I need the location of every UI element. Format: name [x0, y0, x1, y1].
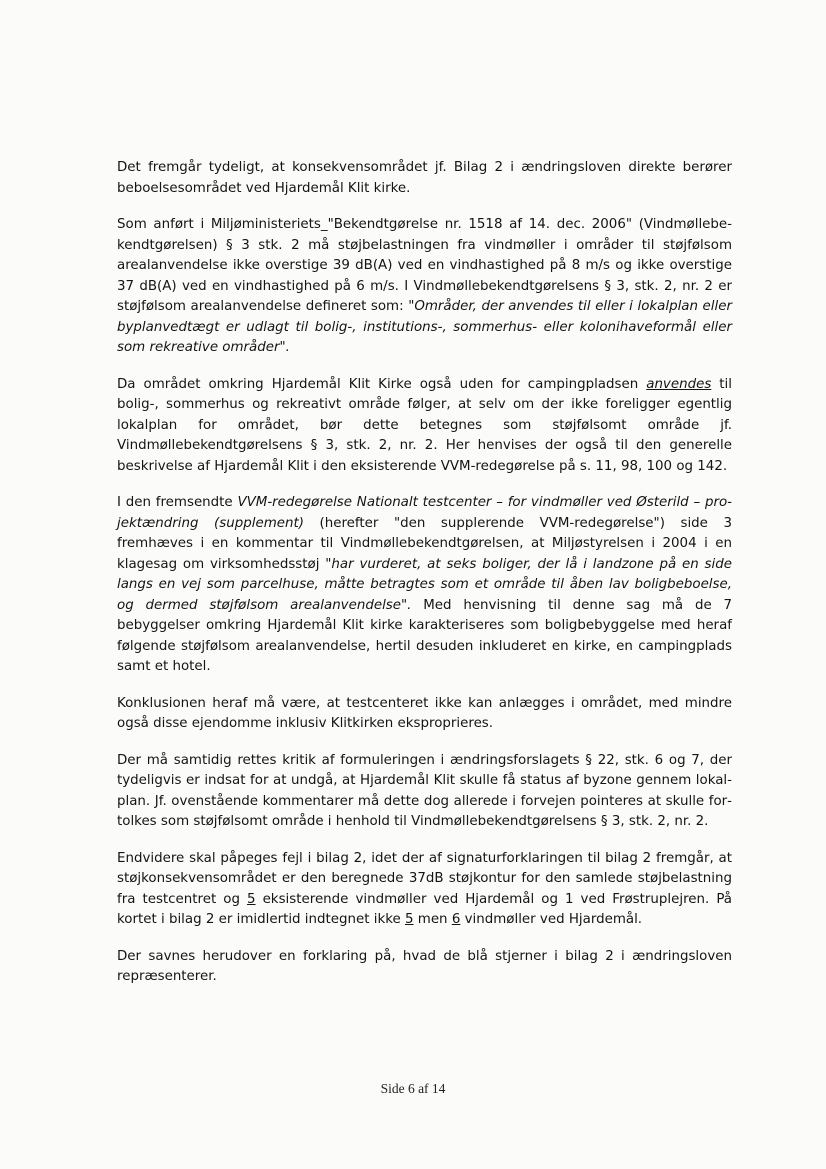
paragraph-4-quote: "har vurderet, at seks boliger, der lå i landzone på en side langs en vej som parcelhuse, måtte betragtes som et område til åben lav boligbeboelse, og dermed støjfølsom arealanvendelse". — [117, 556, 732, 613]
paragraph-8 — [117, 947, 732, 988]
paragraph-6-text: Der må samtidig rettes kritik af formuleringen i ændringsforslagets § 22, stk. 6 og 7, der tydeligvis er indsat for at undgå, at Hjardemål Klit skulle få status af byzone gennem lokalplan. Jf. ovenstående kommentarer må dette dog allerede i forvejen pointeres at skulle fortolkes som støjfølsomt område i henhold til Vindmøllebekendtgørelsens § 3, stk. 2, nr. 2. — [117, 752, 732, 829]
paragraph-4-text-c: Med henvisning til denne sag må de 7 bebyggelser omkring Hjardemål Klit kirke karakteriseres som boligbebyggelse med heraf følgende støjfølsom arealanvendelse, hertil desuden inkluderet en kirke, en campingplads samt et hotel. — [117, 597, 732, 674]
paragraph-3-emphasis: anvendes — [646, 376, 712, 392]
paragraph-3-text-a: Da området omkring Hjardemål Klit Kirke også uden for campingpladsen — [117, 376, 647, 392]
paragraph-7-text-d: vindmøller ved Hjardemål. — [460, 912, 643, 927]
paragraph-7-number-3: 6 — [451, 912, 461, 927]
page-number-footer: Side 6 af 14 — [380, 1081, 446, 1096]
paragraph-4 — [117, 493, 732, 678]
paragraph-7-text-a: Endvidere skal påpeges fejl i bilag 2, idet der af signaturforklaringen til bilag 2 fremgår, at støjkonsekvensområdet er den beregnede 37dB støjkontur for den samlede støjbelastning fra testcentret og — [117, 850, 732, 907]
paragraph-1-text: Det fremgår tydeligt, at konsekvensområdet jf. Bilag 2 i ændringsloven direkte berører beboelsesområdet ved Hjardemål Klit kirke. — [117, 160, 732, 196]
paragraph-4-text-b: (herefter "den supplerende VVM-redegørelse") side 3 fremhæves i en kommentar til Vindmøllebekendtgørelsen, at Miljøstyrelsen i 2004 i en klagesag om virksomhedsstøj — [117, 515, 733, 572]
paragraph-7-number-2: 5 — [404, 912, 414, 927]
paragraph-4-report-title: VVM-redegørelse Nationalt testcenter – for vindmøller ved Østerild – projektændring (supplement) — [117, 495, 732, 531]
paragraph-6 — [117, 751, 732, 833]
paragraph-7-number-1: 5 — [247, 891, 256, 907]
document-body — [117, 158, 732, 1004]
paragraph-5 — [117, 694, 732, 735]
paragraph-2-text: Som anført i Miljøministeriets_"Bekendtgørelse nr. 1518 af 14. dec. 2006" (Vindmøllebekendtgørelsen) § 3 stk. 2 må støjbelastningen fra vindmøller i områder til støjfølsom arealanvendelse ikke overstige 39 dB(A) ved en vindhastighed på 8 m/s og ikke overstige 37 dB(A) ved en vindhastighed på 6 m/s. I Vindmøllebekendtgørelsens § 3, stk. 2, nr. 2 er støjfølsom arealanvendelse defineret som: — [117, 217, 732, 314]
paragraph-7 — [117, 849, 732, 931]
paragraph-8-text: Der savnes herudover en forklaring på, hvad de blå stjerner i bilag 2 i ændringsloven repræsenterer. — [117, 948, 732, 984]
paragraph-3 — [117, 375, 732, 478]
paragraph-2-quote: "Områder, der anvendes til eller i lokalplan eller byplanvedtægt er udlagt til bolig-, institutions-, sommerhus- eller kolonihaveformål eller som rekreative områder". — [117, 299, 732, 355]
paragraph-3-text-b: til bolig-, sommerhus og rekreativt område følger, at selv om der ikke foreligger egentlig lokalplan for området, bør dette betegnes som støjfølsomt område jf. Vindmøllebekendtgørelsens § 3, stk. 2, nr. 2. Her henvises der også til den generelle beskrivelse af Hjardemål Klit i den eksisterende VVM-redegørelse på s. 11, 98, 100 og 142. — [117, 376, 733, 474]
paragraph-4-text-a: I den fremsendte — [117, 495, 238, 510]
paragraph-7-text-c: men — [413, 912, 452, 927]
paragraph-7-text-b: eksisterende vindmøller ved Hjardemål og 1 ved Frøstruplejren. På kortet i bilag 2 er imidlertid indtegnet ikke — [117, 891, 732, 927]
paragraph-1 — [117, 158, 732, 199]
paragraph-2 — [117, 215, 732, 359]
paragraph-5-text: Konklusionen heraf må være, at testcenteret ikke kan anlægges i området, med mindre også disse ejendomme inklusiv Klitkirken eksproprieres. — [117, 695, 732, 731]
